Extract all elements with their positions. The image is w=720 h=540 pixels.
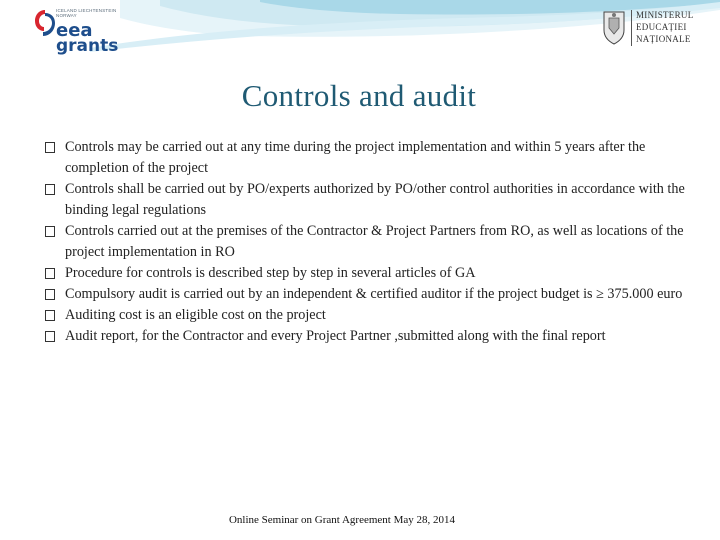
bullet-text: Procedure for controls is described step by step in several articles of GA bbox=[65, 265, 476, 281]
bullet-item bbox=[44, 326, 694, 347]
bullet-checkbox-icon bbox=[45, 226, 55, 237]
bullet-text: Controls carried out at the premises of the Contractor & Project Partners from RO, as well as locations of the project implementation in RO bbox=[65, 223, 684, 260]
romanian-crest-icon bbox=[600, 8, 628, 46]
eea-logo-country-text: ICELAND LIECHTENSTEIN NORWAY bbox=[56, 8, 117, 18]
ministry-logo-divider bbox=[631, 10, 632, 46]
bullet-checkbox-icon bbox=[45, 142, 55, 153]
eea-logo-text-eea: eea bbox=[56, 20, 93, 41]
ministry-logo-line-1: MINISTERUL bbox=[636, 10, 694, 20]
ministry-logo-line-3: NAȚIONALE bbox=[636, 34, 691, 44]
bullet-item bbox=[44, 263, 694, 284]
ministry-logo bbox=[600, 8, 694, 52]
bullet-list bbox=[44, 137, 694, 347]
bullet-text: Auditing cost is an eligible cost on the project bbox=[65, 307, 326, 323]
bullet-checkbox-icon bbox=[45, 310, 55, 321]
bullet-text: Compulsory audit is carried out by an independent & certified auditor if the project budget is ≥ 375.000 euro bbox=[65, 286, 683, 302]
eea-grants-logo bbox=[34, 6, 118, 56]
bullet-checkbox-icon bbox=[45, 331, 55, 342]
bullet-item bbox=[44, 221, 694, 263]
bullet-item bbox=[44, 179, 694, 221]
bullet-checkbox-icon bbox=[45, 184, 55, 195]
slide-footer: Online Seminar on Grant Agreement May 28, 2014 bbox=[228, 514, 456, 526]
bullet-item bbox=[44, 284, 694, 305]
bullet-text: Controls may be carried out at any time during the project implementation and within 5 years after the completion of the project bbox=[65, 139, 646, 176]
bullet-text: Audit report, for the Contractor and every Project Partner ,submitted along with the final report bbox=[65, 328, 606, 344]
eea-logo-mark-icon bbox=[34, 8, 56, 38]
ministry-logo-line-2: EDUCAȚIEI bbox=[636, 22, 687, 32]
slide-title: Controls and audit bbox=[241, 78, 477, 113]
bullet-item bbox=[44, 137, 694, 179]
bullet-checkbox-icon bbox=[45, 289, 55, 300]
bullet-item bbox=[44, 305, 694, 326]
eea-logo-text-grants: grants bbox=[56, 36, 119, 56]
bullet-text: Controls shall be carried out by PO/experts authorized by PO/other control authorities in accordance with the binding legal regulations bbox=[65, 181, 685, 218]
bullet-checkbox-icon bbox=[45, 268, 55, 279]
